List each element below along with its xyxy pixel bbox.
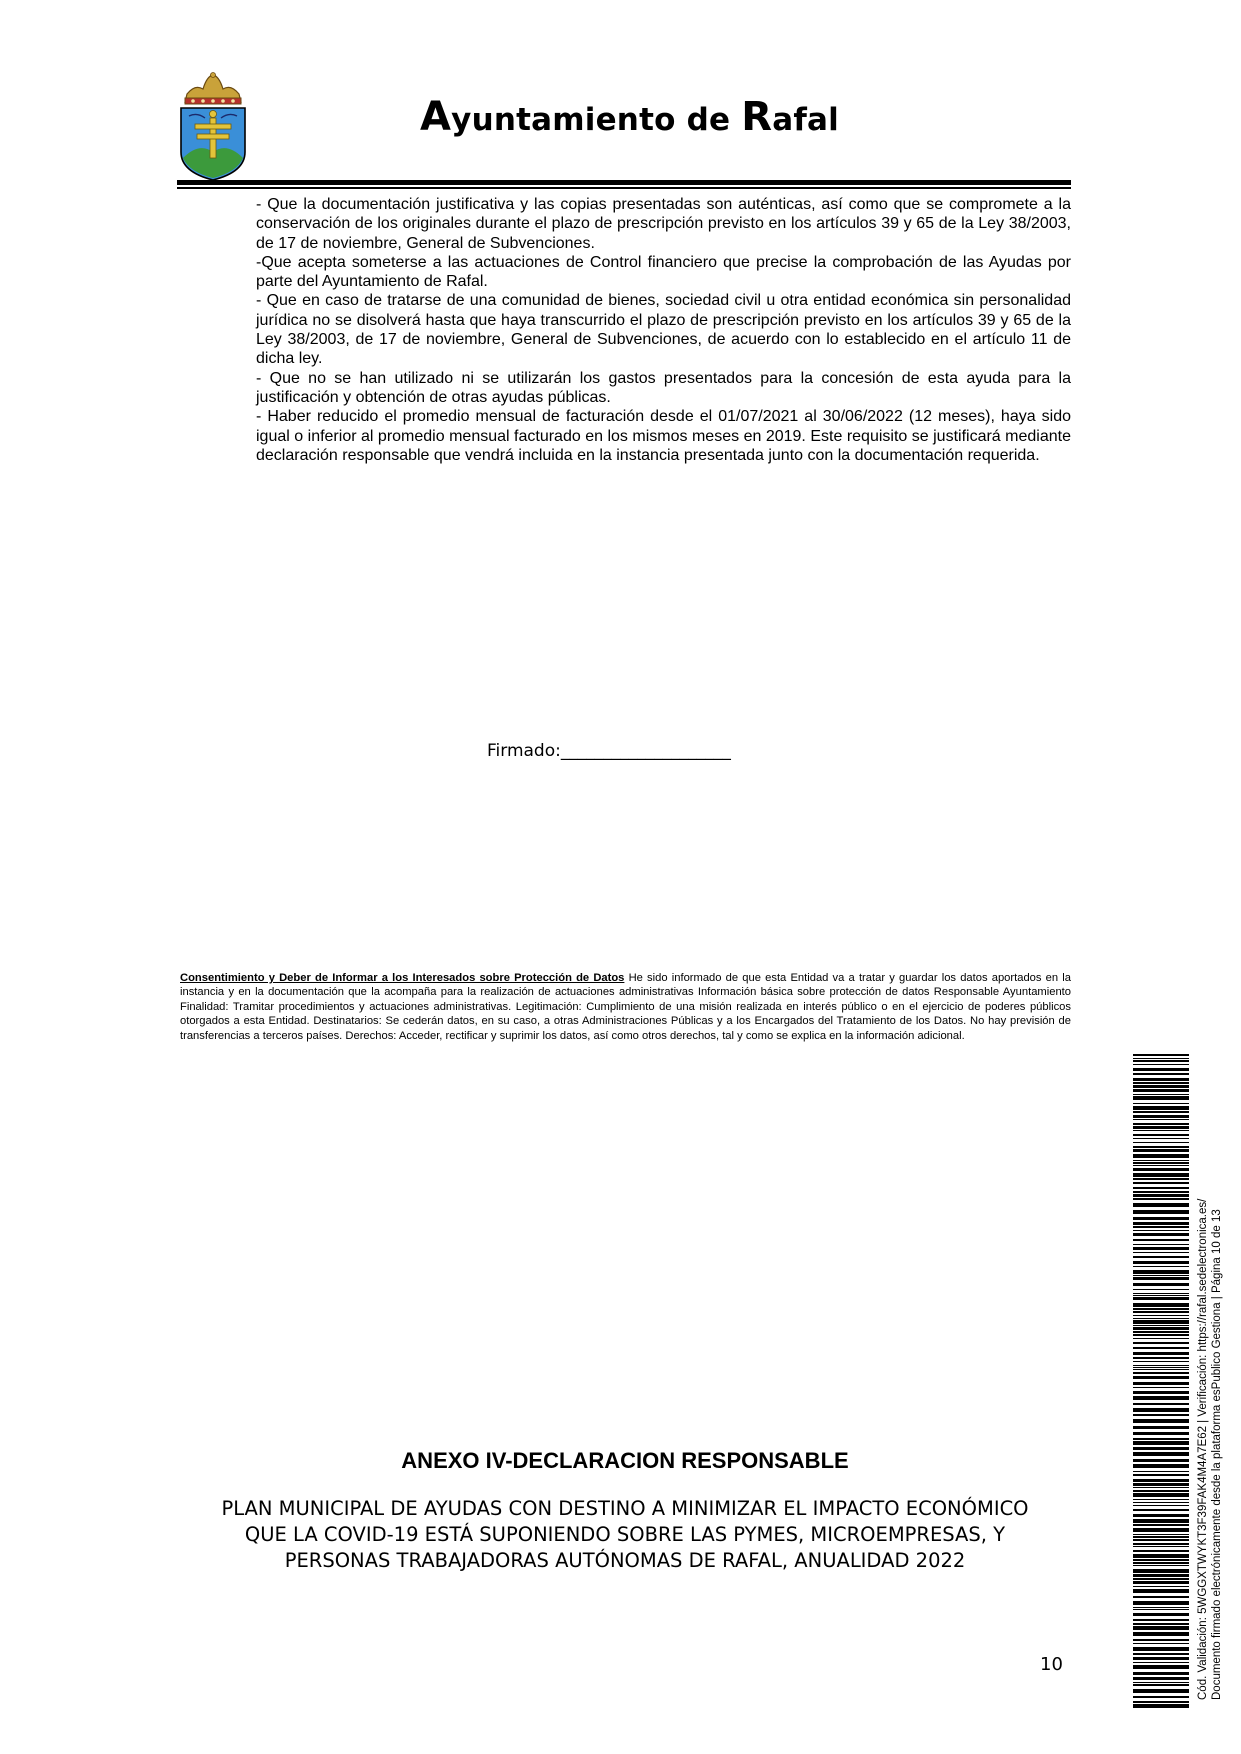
barcode-bar [1133,1134,1189,1136]
barcode-bar [1133,1244,1189,1245]
barcode-bar [1133,1581,1189,1584]
barcode-bar [1133,1094,1189,1095]
barcode-bar [1133,1452,1189,1456]
declaration-paragraph: -Que acepta someterse a las actuaciones de Control financiero que precise la comprobación de las Ayudas por parte del Ayuntamiento de Rafal. [256,253,1071,291]
barcode-bar [1133,1565,1189,1566]
declaration-paragraph: - Que no se han utilizado ni se utilizarán los gastos presentados para la concesión de esta ayuda para la justificación y obtención de otras ayudas públicas. [256,369,1071,406]
barcode-bar [1133,1601,1189,1605]
barcode-bar [1133,1297,1189,1300]
barcode-bar [1133,1626,1189,1630]
barcode-bar [1133,1396,1189,1400]
validation-signature-line: Documento firmado electrónicamente desde la plataforma esPublico Gestiona | Página 10 de 13 [1211,1209,1223,1700]
barcode-bar [1133,1569,1189,1573]
barcode-bar [1133,1677,1189,1680]
barcode-bar [1133,1191,1189,1193]
barcode-bar [1133,1160,1189,1161]
plan-title-line: PERSONAS TRABAJADORAS AUTÓNOMAS DE RAFAL, ANUALIDAD 2022 [284,1549,966,1572]
barcode-bar [1133,1060,1189,1062]
barcode-bar [1133,1154,1189,1158]
barcode-bar [1133,1168,1189,1171]
barcode-bar [1133,1578,1189,1580]
plan-title [150,1496,1100,1574]
barcode-bar [1133,1165,1189,1166]
page-number: 10 [1040,1654,1063,1675]
barcode-bar [1133,1546,1189,1547]
barcode-bar [1133,1222,1189,1225]
barcode-bar [1133,1311,1189,1313]
barcode-bar [1133,1490,1189,1492]
barcode-bar [1133,1293,1189,1294]
barcode-bar [1133,1403,1189,1405]
title-text-2: afal [772,102,839,138]
barcode-bar [1133,1524,1189,1526]
barcode-bar [1133,1064,1189,1065]
barcode-bar [1133,1347,1189,1349]
barcode-bar [1133,1247,1189,1250]
barcode-bar [1133,1198,1189,1200]
barcode-bar [1133,1126,1189,1129]
barcode-bar [1133,1203,1189,1207]
barcode-bar [1133,1662,1189,1663]
barcode-bar [1133,1613,1189,1616]
barcode-bar [1133,1352,1189,1355]
barcode-bar [1133,1096,1189,1100]
data-protection-heading: Consentimiento y Deber de Informar a los Interesados sobre Protección de Datos [180,972,625,984]
validation-stamp [1196,1060,1226,1700]
barcode-bar [1133,1509,1189,1511]
barcode-bar [1133,1607,1189,1608]
barcode-bar [1133,1479,1189,1482]
barcode-bar [1133,1471,1189,1472]
validation-code-line: Cód. Validación: 5WGGXTWYKT3F39FAK4M4A7E62 | Verificación: https://rafal.sedelectronica.es/ [1197,1198,1209,1700]
title-initial-a: A [420,94,452,140]
barcode-bar [1133,1550,1189,1552]
header-divider-thin [177,187,1071,189]
barcode-bar [1133,1103,1189,1104]
barcode-bar [1133,1657,1189,1660]
barcode-bar [1133,1270,1189,1274]
barcode-bar [1133,1082,1189,1084]
barcode-bar [1133,1320,1189,1324]
title-text-1: yuntamiento de [451,102,742,138]
barcode-bar [1133,1483,1189,1486]
barcode-bar [1133,1261,1189,1264]
barcode-bar [1133,1115,1189,1118]
barcode-bar [1133,1632,1189,1636]
header-divider-thick [177,180,1071,185]
barcode-bar [1133,1308,1189,1310]
barcode-bar [1133,1106,1189,1110]
barcode-bar [1133,1239,1189,1241]
barcode-bar [1133,1623,1189,1625]
title-initial-r: R [741,94,773,140]
barcode-bar [1133,1338,1189,1339]
barcode-bar [1133,1519,1189,1523]
barcode-bar [1133,1665,1189,1669]
barcode-bar [1133,1441,1189,1445]
barcode-bar [1133,1130,1189,1131]
barcode-bar [1133,1684,1189,1686]
barcode-bar [1133,1505,1189,1506]
barcode-bar [1133,1408,1189,1412]
barcode-bar [1133,1111,1189,1113]
barcode-bar [1133,1653,1189,1655]
barcode-bar [1133,1493,1189,1497]
barcode-bar [1133,1226,1189,1228]
barcode-bar [1133,1586,1189,1587]
barcode-bar [1133,1539,1189,1541]
barcode-bar [1133,1704,1189,1708]
barcode-bar [1133,1464,1189,1468]
data-protection-text: He sido informado de que esta Entidad va a tratar y guardar los datos aportados en la instancia y en la documentación que la acompaña para la realización de actuaciones administrativas Información básica sobre protección de datos Responsable Ayuntamiento Finalidad: Tramitar procedimientos y actuaciones administrativas. Legitimación: Cumplimiento de una misión realizada en interés público o en el ejercicio de poderes públicos otorgados a esta Entidad. Destinatarios: Se cederán datos, en su caso, a otras Administraciones Públicas y a los Encargados del Tratamiento de los Datos. No hay previsión de transferencias a terceros países. Derechos: Acceder, rectificar y suprimir los datos, así como otros derechos, tal y como se explica en la información adicional. [180,972,1071,1042]
barcode-bar [1133,1534,1189,1535]
declaration-paragraph: - Haber reducido el promedio mensual de facturación desde el 01/07/2021 al 30/06/2022 (12 meses), haya sido igual o inferior al promedio mensual facturado en los mismos meses en 2019. Este requisito se justificará mediante declaración responsable que vendrá incluida en la instancia presentada junto con la documentación requerida. [256,408,1071,464]
barcode-bar [1133,1342,1189,1344]
barcode-bar [1133,1210,1189,1214]
barcode-bar [1133,1639,1189,1641]
barcode-bar [1133,1123,1189,1125]
annex-title: ANEXO IV-DECLARACION RESPONSABLE [401,1448,849,1473]
barcode-bar [1133,1357,1189,1359]
barcode-bar [1133,1369,1189,1370]
barcode-bar [1133,1162,1189,1164]
barcode-bar [1133,1217,1189,1220]
barcode-bar [1133,1701,1189,1703]
barcode-bar [1133,1054,1189,1056]
barcode-bar [1133,1559,1189,1561]
barcode-bar [1133,1528,1189,1532]
barcode-bar [1133,1277,1189,1280]
barcode-bar [1133,1514,1189,1517]
barcode-bar [1133,1149,1189,1152]
barcode-bar [1133,1447,1189,1450]
barcode-bar [1133,1574,1189,1577]
barcode-bar [1133,1499,1189,1500]
barcode-bar [1133,1178,1189,1180]
barcode-bar [1133,1089,1189,1092]
barcode-bar [1133,1367,1189,1368]
barcode-bar [1133,1318,1189,1319]
barcode-bar [1133,1187,1189,1189]
barcode-bar [1133,1487,1189,1488]
barcode-bar [1133,1142,1189,1143]
plan-title-line: QUE LA COVID-19 ESTÁ SUPONIENDO SOBRE LAS PYMES, MICROEMPRESAS, Y [244,1523,1006,1546]
barcode-bar [1133,1619,1189,1621]
barcode-bar [1133,1596,1189,1598]
barcode-bar [1133,1459,1189,1462]
plan-title-line: PLAN MUNICIPAL DE AYUDAS CON DESTINO A MINIMIZAR EL IMPACTO ECONÓMICO [221,1497,1029,1520]
barcode-bar [1133,1085,1189,1088]
barcode-bar [1133,1194,1189,1197]
barcode-bar [1133,1289,1189,1290]
barcode-bar [1133,1432,1189,1435]
coat-of-arms-logo [177,72,249,184]
barcode-bar [1133,1266,1189,1267]
barcode-bar [1133,1589,1189,1593]
barcode-bar [1133,1382,1189,1385]
barcode-bar [1133,1078,1189,1081]
barcode-bar [1133,1303,1189,1307]
barcode-bar [1133,1325,1189,1326]
declaration-paragraph: - Que en caso de tratarse de una comunidad de bienes, sociedad civil u otra entidad económica sin personalidad jurídica no se disolverá hasta que haya transcurrido el plazo de prescripción previsto en los artículos 39 y 65 de la Ley 38/2003, de 17 de noviembre, General de Subvenciones, de acuerdo con lo establecido en el artículo 11 de dicha ley. [256,292,1071,368]
barcode-bar [1133,1562,1189,1564]
barcode-bar [1133,1146,1189,1148]
page-title [420,94,839,140]
barcode-bar [1133,1233,1189,1236]
barcode-bar [1133,1682,1189,1683]
declaration-paragraph: - Que la documentación justificativa y las copias presentadas son auténticas, así como que se compromete a la conservación de los originales durante el plazo de prescripción previsto en los artículos 39 y 65 de la Ley 38/2003, de 17 de noviembre, General de Subvenciones. [256,196,1071,252]
barcode-bar [1133,1315,1189,1316]
barcode-bar [1133,1426,1189,1429]
barcode-bar [1133,1365,1189,1366]
validation-barcode [1133,1054,1189,1708]
barcode-bar [1133,1672,1189,1675]
barcode-bar [1133,1173,1189,1177]
barcode-bar [1133,1119,1189,1120]
barcode-bar [1133,1295,1189,1296]
barcode-bar [1133,1275,1189,1276]
barcode-bar [1133,1252,1189,1253]
barcode-bar [1133,1256,1189,1258]
barcode-bar [1133,1419,1189,1423]
barcode-bar [1133,1696,1189,1698]
barcode-bar [1133,1372,1189,1374]
barcode-bar [1133,1073,1189,1075]
barcode-bar [1133,1138,1189,1139]
barcode-bar [1133,1414,1189,1416]
barcode-bar [1133,1554,1189,1558]
barcode-bar [1133,1543,1189,1545]
barcode-bar [1133,1609,1189,1610]
barcode-bar [1133,1474,1189,1476]
barcode-bar [1133,1361,1189,1362]
barcode-bar [1133,1283,1189,1286]
barcode-bar [1133,1502,1189,1503]
barcode-bar [1133,1058,1189,1059]
barcode-bar [1133,1391,1189,1394]
barcode-bar [1133,1331,1189,1333]
barcode-bar [1133,1689,1189,1693]
barcode-bar [1133,1438,1189,1440]
barcode-bar [1133,1376,1189,1379]
barcode-bar [1133,1536,1189,1538]
barcode-bar [1133,1068,1189,1071]
barcode-bar [1133,1334,1189,1336]
barcode-bar [1133,1643,1189,1644]
barcode-bar [1133,1327,1189,1330]
signature-line: Firmado:____________________ [487,741,731,761]
barcode-bar [1133,1387,1189,1388]
barcode-bar [1133,1230,1189,1231]
barcode-bar [1133,1182,1189,1184]
declaration-body [256,195,1071,465]
barcode-bar [1133,1647,1189,1651]
data-protection-notice [180,971,1071,1043]
